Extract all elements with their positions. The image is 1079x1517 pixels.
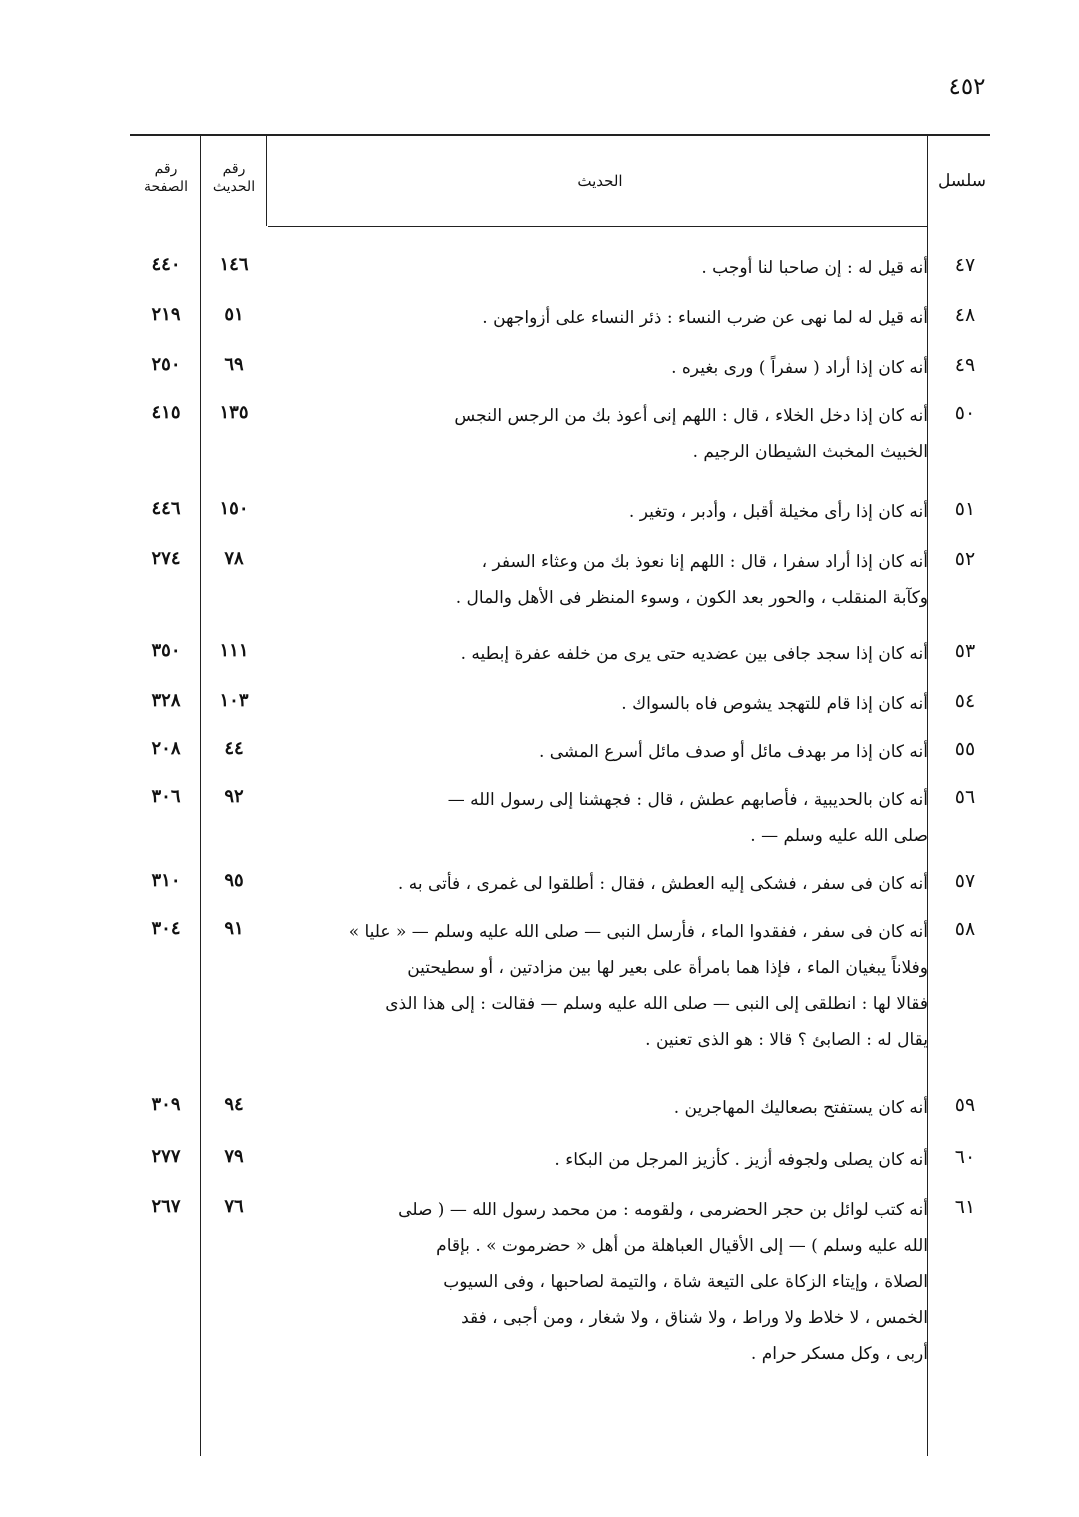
hadith-text [282, 686, 928, 722]
hadith-text-line: أنه كان إذا أراد سفرا ، قال : اللهم إنا نعوذ بك من وعثاء السفر ، [481, 552, 928, 572]
hadith-text [282, 544, 928, 616]
header-page-number [133, 160, 199, 196]
page-reference: ٣٥٠ [151, 640, 181, 661]
hadith-text-line: وفلاناً يبغيان الماء ، فإذا هما بامرأة على بعير لها بين مزادتين ، أو سطيحتين [407, 958, 928, 978]
hadith-text-line: أنه كان إذا قام للتهجد يشوص فاه بالسواك . [621, 694, 928, 714]
hadith-text-line: الخبيث المخبث الشيطان الرجيم . [692, 442, 928, 462]
header-hadith-number-line1: رقم [222, 161, 246, 177]
header-hadith-number-line2: الحديث [212, 179, 256, 195]
header-serial: سلسل [938, 171, 986, 191]
hadith-text-line: أنه كان إذا مر بهدف مائل أو صدف مائل أسرع المشى . [538, 742, 928, 762]
text-column-rule [266, 136, 267, 226]
serial-number: ٥٣ [954, 640, 976, 662]
page-reference: ٤٤٠ [151, 254, 181, 275]
hadith-text-line: أنه قيل له : إن صاحبا لنا أوجب . [701, 258, 928, 278]
page-reference: ٣٠٤ [151, 918, 181, 939]
hadith-text-line: الصلاة ، وإيتاء الزكاة على التيعة شاة ، والتيمة لصاحبها ، وفى السيوب [443, 1272, 928, 1292]
hadith-text-line: أنه كان فى سفر ، ففقدوا الماء ، فأرسل النبى — صلى الله عليه وسلم — « عليا » [348, 922, 928, 942]
header-page-number-line2: الصفحة [144, 179, 188, 195]
page-number: ٤٥٢ [948, 74, 986, 100]
hadith-text [282, 1142, 928, 1178]
hadith-text [282, 866, 928, 902]
serial-number: ٤٩ [954, 354, 976, 376]
hadith-number: ١٠٣ [219, 690, 249, 711]
hadith-text-line: أنه كان بالحديبية ، فأصابهم عطش ، قال : فجهشنا إلى رسول الله — [447, 790, 928, 810]
serial-number: ٦٠ [954, 1146, 976, 1168]
hadith-text-line: أنه كان إذا أراد ( سفراً ) ورى بغيره . [671, 358, 928, 378]
serial-number: ٤٧ [954, 254, 976, 276]
serial-number: ٥٦ [954, 786, 976, 808]
hadith-text [282, 1090, 928, 1126]
hadith-text [282, 782, 928, 854]
hadith-number: ٧٦ [224, 1196, 244, 1217]
hadith-number: ٩٢ [224, 786, 244, 807]
hadith-text [282, 350, 928, 386]
hadith-text-line: أربى ، وكل مسكر حرام . [750, 1344, 928, 1364]
serial-number: ٦١ [954, 1196, 976, 1218]
page-reference: ٣٠٦ [151, 786, 181, 807]
page-reference: ٢٧٧ [151, 1146, 181, 1167]
hadith-text-line: الخمس ، لا خلاط ولا وراط ، ولا شناق ، ولا شغار ، ومن أجبى ، فقد [461, 1308, 928, 1328]
hadith-number: ٧٩ [224, 1146, 244, 1167]
hadith-number: ٩١ [224, 918, 244, 939]
serial-number: ٥٢ [954, 548, 976, 570]
serial-number: ٤٨ [954, 304, 976, 326]
hadith-text [282, 636, 928, 672]
page-reference: ٢٧٤ [151, 548, 181, 569]
hadith-number: ١٣٥ [219, 402, 249, 423]
hadith-number: ٥١ [224, 304, 244, 325]
hadith-number: ٤٤ [224, 738, 244, 759]
hadith-text-line: أنه قيل له لما نهى عن ضرب النساء : ذئر النساء على أزواجهن . [482, 308, 928, 328]
hadith-text [282, 398, 928, 470]
serial-number: ٥١ [954, 498, 976, 520]
hadith-number: ١٥٠ [219, 498, 249, 519]
hadith-text-line: أنه كان إذا دخل الخلاء ، قال : اللهم إنى أعوذ بك من الرجس النجس [454, 406, 928, 426]
hadith-text-line: أنه كتب لوائل بن حجر الحضرمى ، ولقومه : من محمد رسول الله — ( صلى [398, 1200, 928, 1220]
hadith-number: ١١١ [219, 640, 249, 661]
header-bottom-rule [268, 226, 928, 227]
serial-number: ٥٨ [954, 918, 976, 940]
hadith-number: ٩٥ [224, 870, 244, 891]
page-reference: ٢٥٠ [151, 354, 181, 375]
serial-number: ٥٥ [954, 738, 976, 760]
serial-number: ٥٠ [954, 402, 976, 424]
hadith-text-line: يقال له : الصابئ ؟ قالا : هو الذى تعنين . [645, 1030, 928, 1050]
header-page-number-line1: رقم [154, 161, 178, 177]
hadith-number: ٧٨ [224, 548, 244, 569]
hadith-text [282, 1192, 928, 1372]
page-reference: ٣٠٩ [151, 1094, 181, 1115]
serial-number: ٥٧ [954, 870, 976, 892]
page-reference: ٢١٩ [151, 304, 181, 325]
page-reference: ٤١٥ [151, 402, 181, 423]
page-reference: ٣٢٨ [151, 690, 181, 711]
header-hadith-number [203, 160, 265, 196]
hadith-text-line: الله عليه وسلم ) — إلى الأقيال العباهلة من أهل « حضرموت » . بإقام [436, 1236, 928, 1256]
hadith-number: ٦٩ [224, 354, 244, 375]
header-hadith: الحديث [577, 172, 623, 190]
header-top-rule [130, 134, 990, 136]
hadith-text [282, 914, 928, 1058]
serial-number: ٥٤ [954, 690, 976, 712]
hadith-text [282, 250, 928, 286]
serial-number: ٥٩ [954, 1094, 976, 1116]
hadith-text-line: صلى الله عليه وسلم — . [750, 826, 928, 846]
hadith-text-line: أنه كان إذا سجد جافى بين عضديه حتى يرى من خلفه عفرة إبطيه . [460, 644, 928, 664]
hadith-text [282, 300, 928, 336]
hadith-number: ٩٤ [224, 1094, 244, 1115]
page-reference: ٤٤٦ [151, 498, 181, 519]
hadith-text-line: وكآبة المنقلب ، والحور بعد الكون ، وسوء المنظر فى الأهل والمال . [455, 588, 928, 608]
hadith-text-line: أنه كان يستفتح بصعاليك المهاجرين . [673, 1098, 928, 1118]
hadith-text-line: فقالا لها : انطلقى إلى النبى — صلى الله عليه وسلم — فقالت : إلى هذا الذى [385, 994, 928, 1014]
hadith-text-line: أنه كان يصلى ولجوفه أزيز . كأزيز المرجل من البكاء . [554, 1150, 928, 1170]
page-reference: ٢٠٨ [151, 738, 181, 759]
hadith-text [282, 734, 928, 770]
hadith-text-line: أنه كان إذا رأى مخيلة أقبل ، وأدبر ، وتغير . [628, 502, 928, 522]
hadith-text-line: أنه كان فى سفر ، فشكى إليه العطش ، فقال : أطلقوا لى غمرى ، فأتى به . [397, 874, 928, 894]
hadith-text [282, 494, 928, 530]
page-reference: ٢٦٧ [151, 1196, 181, 1217]
page-reference: ٣١٠ [151, 870, 181, 891]
hadith-number: ١٤٦ [219, 254, 249, 275]
